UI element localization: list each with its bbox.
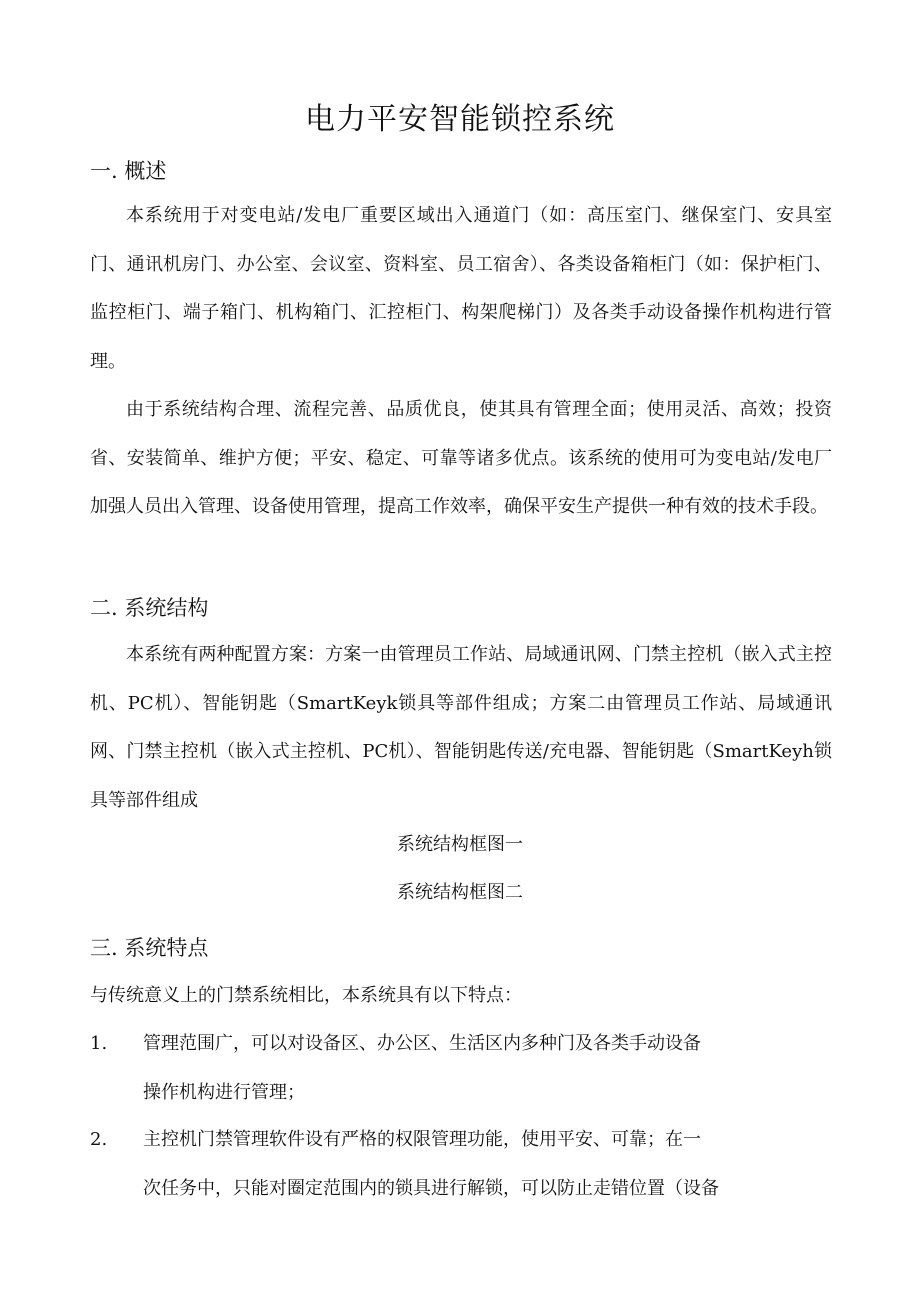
list-item-line-2: 操作机构进行管理； bbox=[143, 1081, 305, 1103]
figure-caption-2: 系统结构框图二 bbox=[397, 882, 523, 903]
features-intro: 与传统意义上的门禁系统相比，本系统具有以下特点： bbox=[90, 985, 522, 1006]
list-item-line-1: 管理范围广，可以对设备区、办公区、生活区内多种门及各类手动设备 bbox=[143, 1033, 701, 1054]
section-heading-features: 三. 系统特点 bbox=[90, 936, 209, 960]
document-title: 电力平安智能锁控系统 bbox=[305, 102, 615, 137]
overview-paragraph-2: 由于系统结构合理、流程完善、品质优良，使其具有管理全面；使用灵活、高效；投资省、安装简单、维护方便；平安、稳定、可靠等诸多优点。该系统的使用可为变电站/发电厂加强人员出入管理、设备使用管理，提高工作效率，确保平安生产提供一种有效的技术手段。 bbox=[90, 399, 832, 517]
section-heading-overview: 一. 概述 bbox=[90, 159, 167, 183]
feature-list-item-2 bbox=[90, 1116, 790, 1213]
structure-paragraph: 本系统有两种配置方案：方案一由管理员工作站、局域通讯网、门禁主控机（嵌入式主控机、PC机）、智能钥匙（SmartKeyk锁具等部件组成；方案二由管理员工作站、局域通讯网、门禁主控机（嵌入式主控机、PC机）、智能钥匙传送/充电器、智能钥匙（SmartKeyh锁具等部件组成 bbox=[90, 644, 832, 811]
list-item-line-2: 次任务中，只能对圈定范围内的锁具进行解锁，可以防止走错位置（设备 bbox=[143, 1177, 719, 1199]
figure-caption-1: 系统结构框图一 bbox=[397, 834, 523, 855]
list-item-line-1: 主控机门禁管理软件设有严格的权限管理功能，使用平安、可靠；在一 bbox=[143, 1129, 701, 1150]
overview-paragraph-1: 本系统用于对变电站/发电厂重要区域出入通道门（如：高压室门、继保室门、安具室门、通讯机房门、办公室、会议室、资料室、员工宿舍）、各类设备箱柜门（如：保护柜门、监控柜门、端子箱门、机构箱门、汇控柜门、构架爬梯门）及各类手动设备操作机构进行管理。 bbox=[90, 205, 832, 372]
list-item-number: 2. bbox=[90, 1129, 108, 1150]
feature-list-item-1 bbox=[90, 1020, 790, 1117]
list-item-number: 1. bbox=[90, 1033, 108, 1054]
section-heading-structure: 二. 系统结构 bbox=[90, 596, 209, 620]
